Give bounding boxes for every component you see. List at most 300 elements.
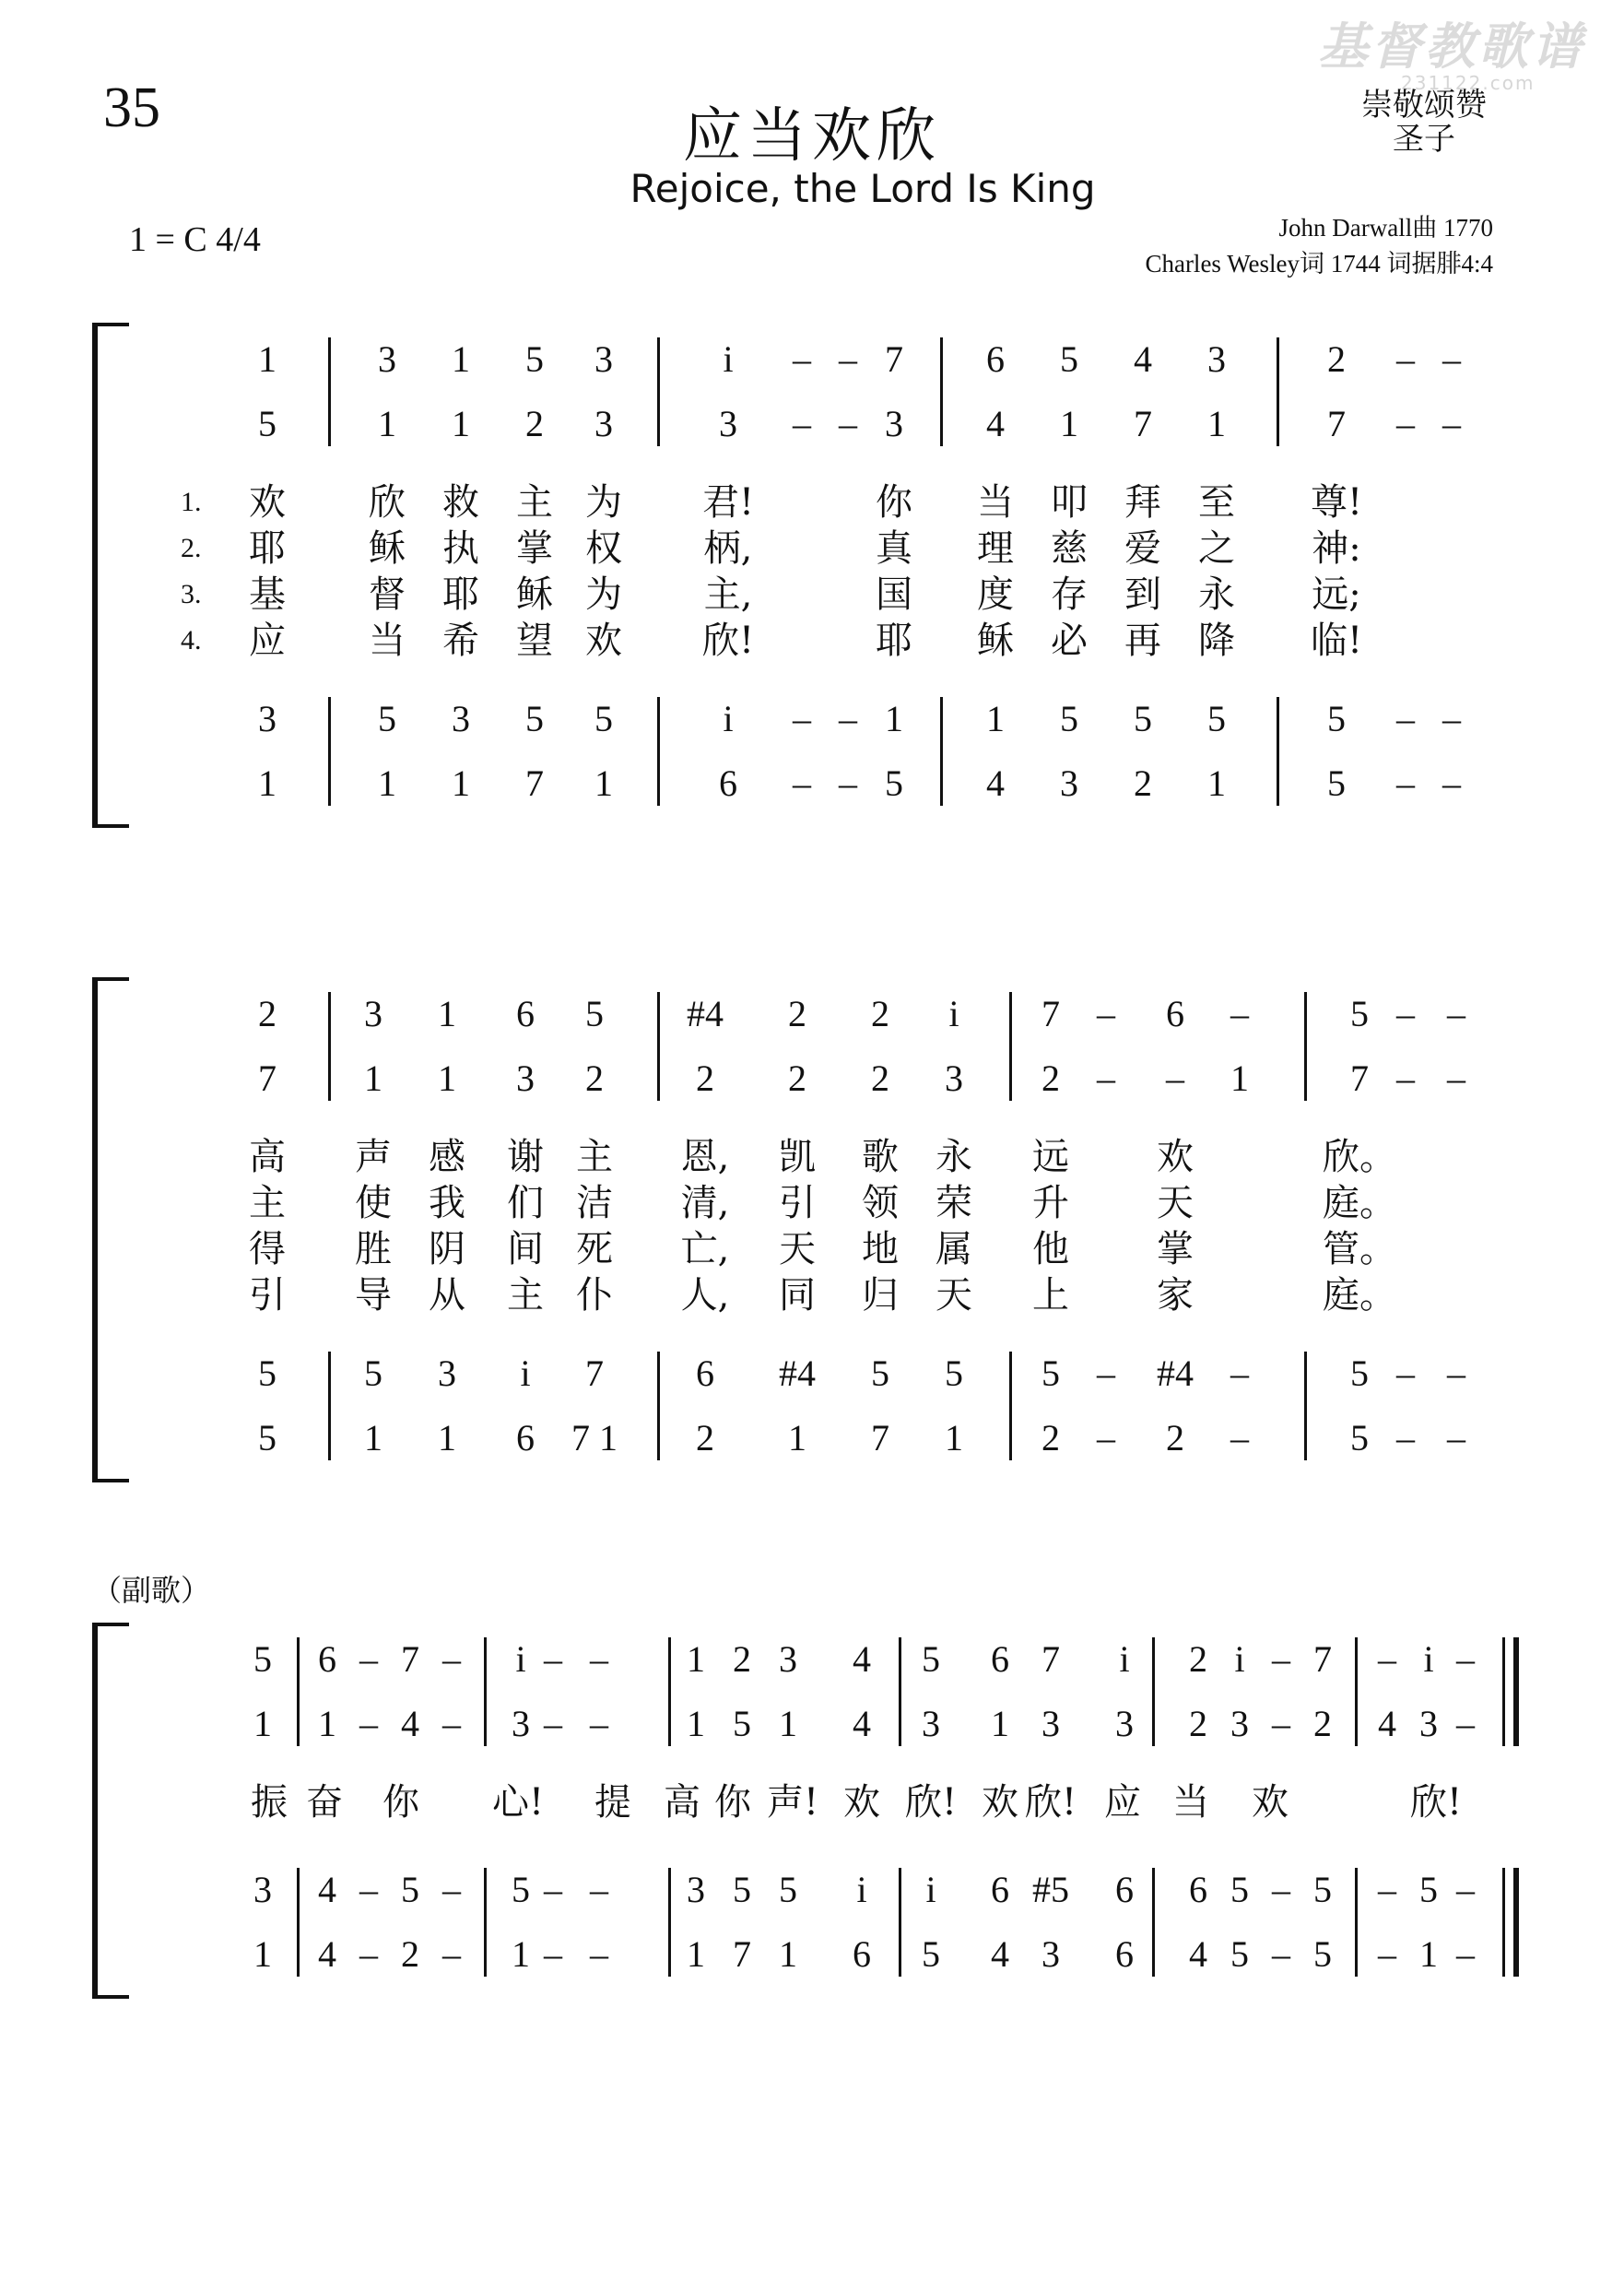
- note: 4: [1134, 338, 1152, 380]
- note: 7: [1041, 1638, 1060, 1680]
- note: –: [1396, 993, 1415, 1034]
- note: 3: [364, 993, 382, 1034]
- lyric-word: 应: [1104, 1781, 1141, 1824]
- note: 2: [258, 993, 277, 1034]
- note: 5: [253, 1638, 272, 1680]
- hymn-title-cn: 应当欢欣: [683, 102, 941, 171]
- lyric-word: 高: [664, 1781, 700, 1824]
- note: 1: [253, 1703, 272, 1744]
- note: –: [1396, 698, 1415, 739]
- note: 5: [922, 1638, 940, 1680]
- note: –: [1447, 993, 1465, 1034]
- note: i: [856, 1869, 867, 1910]
- note: 7: [1134, 403, 1152, 444]
- note: 7: [401, 1638, 419, 1680]
- note: 6: [853, 1933, 871, 1975]
- staff_upper-row: [0, 396, 1624, 452]
- barline: [1355, 1637, 1358, 1746]
- watermark-url: 231122.com: [1401, 72, 1536, 94]
- barline: [1304, 992, 1307, 1101]
- barline: [657, 1352, 660, 1460]
- verse-row: [0, 1180, 1624, 1226]
- note: 5: [885, 762, 903, 804]
- note: 4: [1378, 1703, 1396, 1744]
- note: 6: [516, 1417, 535, 1458]
- note: –: [1396, 1352, 1415, 1394]
- barline: [1277, 697, 1279, 806]
- note: –: [1442, 762, 1461, 804]
- note: 1: [1207, 403, 1226, 444]
- note: 3: [719, 403, 737, 444]
- lyric-word: 声!: [766, 1781, 819, 1824]
- lyric-word: 使: [355, 1182, 392, 1224]
- lyric-word: 主: [576, 1136, 613, 1178]
- note: 5: [1419, 1869, 1438, 1910]
- note: 5: [922, 1933, 940, 1975]
- lyric-word: 耶: [442, 573, 479, 616]
- lyric-word: 阴: [429, 1228, 465, 1270]
- verse-row: [0, 1134, 1624, 1180]
- note: –: [1456, 1933, 1475, 1975]
- note: 1: [687, 1638, 705, 1680]
- lyric-word: 地: [862, 1228, 899, 1270]
- note: 2: [1041, 1057, 1060, 1099]
- lyric-word: 欣。: [1323, 1136, 1396, 1178]
- final-barline: [1513, 1868, 1519, 1977]
- note: 2: [1041, 1417, 1060, 1458]
- note: 5: [1313, 1869, 1332, 1910]
- note: 1: [986, 698, 1005, 739]
- lyric-word: 为: [585, 573, 622, 616]
- note: 7: [885, 338, 903, 380]
- note: 5: [401, 1869, 419, 1910]
- note: 4: [1189, 1933, 1207, 1975]
- lyric-word: 上: [1032, 1274, 1069, 1317]
- barline: [657, 992, 660, 1101]
- note: 5: [512, 1869, 530, 1910]
- lyric-word: 死: [576, 1228, 613, 1270]
- lyric-word: 仆: [576, 1274, 613, 1317]
- note: 2: [1134, 762, 1152, 804]
- lyric-word: 为: [585, 481, 622, 524]
- staff_lower-row: [0, 1862, 1624, 1918]
- barline: [1304, 1352, 1307, 1460]
- lyric-word: 希: [442, 620, 479, 662]
- note: –: [793, 762, 811, 804]
- lyric-word: 度: [977, 573, 1014, 616]
- note: 7: [1327, 403, 1346, 444]
- note: –: [1447, 1417, 1465, 1458]
- lyric-word: 属: [936, 1228, 972, 1270]
- note: 5: [1041, 1352, 1060, 1394]
- note: 1: [452, 338, 470, 380]
- note: 2: [1327, 338, 1346, 380]
- note: 3: [512, 1703, 530, 1744]
- lyric-word: 声: [355, 1136, 392, 1178]
- chorus-label: （副歌）: [92, 1573, 211, 1608]
- lyric-word: 降: [1198, 620, 1235, 662]
- lyric-word: 到: [1124, 573, 1161, 616]
- note: –: [590, 1703, 608, 1744]
- note: 4: [853, 1703, 871, 1744]
- lyric-word: 振: [251, 1781, 288, 1824]
- note: 1: [253, 1933, 272, 1975]
- lyric-word: 远: [1032, 1136, 1069, 1178]
- note: 1: [364, 1057, 382, 1099]
- note: –: [1097, 1417, 1115, 1458]
- note: –: [442, 1703, 461, 1744]
- lyric-word: 柄,: [703, 527, 753, 570]
- lyric-word: 胜: [355, 1228, 392, 1270]
- lyric-word: 当: [369, 620, 406, 662]
- note: –: [839, 403, 857, 444]
- note: –: [1166, 1057, 1184, 1099]
- note: i: [1423, 1638, 1434, 1680]
- note: i: [948, 993, 959, 1034]
- note: 1: [1419, 1933, 1438, 1975]
- staff_upper-row: [0, 1696, 1624, 1752]
- note: 5: [1134, 698, 1152, 739]
- note: i: [723, 698, 734, 739]
- note: 1: [788, 1417, 806, 1458]
- note: 3: [1230, 1703, 1249, 1744]
- note: #4: [1157, 1352, 1194, 1394]
- lyric-word: 再: [1124, 620, 1161, 662]
- note: –: [1396, 403, 1415, 444]
- lyric-word: 欢: [1252, 1781, 1289, 1824]
- note: 5: [594, 698, 613, 739]
- lyric-word: 我: [429, 1182, 465, 1224]
- note: 3: [516, 1057, 535, 1099]
- lyric-word: 们: [507, 1182, 544, 1224]
- note: i: [515, 1638, 526, 1680]
- lyric-word: 永: [936, 1136, 972, 1178]
- staff_lower-row: [0, 1411, 1624, 1466]
- lyric-word: 你: [876, 481, 912, 524]
- note: 7: [733, 1933, 751, 1975]
- lyric-word: 升: [1032, 1182, 1069, 1224]
- lyric-word: 欣!: [1409, 1781, 1463, 1824]
- note: –: [1097, 993, 1115, 1034]
- note: 1: [378, 403, 396, 444]
- hymn-number: 35: [103, 77, 160, 139]
- note: 7: [258, 1057, 277, 1099]
- category-sub: 圣子: [1393, 120, 1455, 158]
- credits: [1014, 210, 1493, 282]
- note: 1: [438, 993, 456, 1034]
- note: 1: [1230, 1057, 1249, 1099]
- lyric-word: 庭。: [1323, 1182, 1396, 1224]
- barline: [1277, 337, 1279, 446]
- note: 6: [991, 1869, 1009, 1910]
- watermark-logo: 基督教歌谱: [1318, 17, 1585, 76]
- lyric-word: 欢: [1157, 1136, 1194, 1178]
- lyric-word: 必: [1051, 620, 1088, 662]
- lyric-word: 救: [442, 481, 479, 524]
- lyric-word: 欢: [585, 620, 622, 662]
- lyric-word: 之: [1198, 527, 1235, 570]
- note: –: [442, 1869, 461, 1910]
- lyric-word: 叩: [1051, 481, 1088, 524]
- note: –: [1447, 1057, 1465, 1099]
- note: 5: [1350, 993, 1369, 1034]
- note: 2: [733, 1638, 751, 1680]
- staff_lower-row: [0, 1346, 1624, 1401]
- lyric-word: 临!: [1310, 620, 1363, 662]
- note: 3: [1041, 1703, 1060, 1744]
- note: 5: [585, 993, 604, 1034]
- staff_upper-row: [0, 332, 1624, 387]
- note: 6: [1115, 1933, 1134, 1975]
- note: 5: [258, 1352, 277, 1394]
- lyric-word: 间: [507, 1228, 544, 1270]
- lyric-word: 当: [1172, 1781, 1209, 1824]
- note: –: [590, 1869, 608, 1910]
- lyric-word: 国: [876, 573, 912, 616]
- lyric-word: 主: [249, 1182, 286, 1224]
- note: 5: [1350, 1352, 1369, 1394]
- note: 7 1: [571, 1417, 618, 1458]
- note: 4: [318, 1869, 336, 1910]
- note: 3: [438, 1352, 456, 1394]
- lyric-word: 应: [249, 620, 286, 662]
- lyric-word: 督: [369, 573, 406, 616]
- lyric-word: 权: [585, 527, 622, 570]
- note: 3: [1041, 1933, 1060, 1975]
- note: 1: [1060, 403, 1078, 444]
- lyric-word: 心!: [491, 1781, 545, 1824]
- lyric-word: 欣!: [701, 620, 755, 662]
- lyric-word: 归: [862, 1274, 899, 1317]
- lyric-word: 家: [1157, 1274, 1194, 1317]
- note: –: [1396, 762, 1415, 804]
- note: 3: [594, 338, 613, 380]
- note: 6: [318, 1638, 336, 1680]
- note: –: [793, 698, 811, 739]
- barline: [484, 1868, 487, 1977]
- note: –: [1396, 1417, 1415, 1458]
- note: 5: [1313, 1933, 1332, 1975]
- lyric-word: 尊!: [1310, 481, 1363, 524]
- note: 4: [401, 1703, 419, 1744]
- note: 1: [364, 1417, 382, 1458]
- note: 6: [1115, 1869, 1134, 1910]
- category-main: 崇敬颂赞: [1361, 87, 1487, 124]
- note: 1: [779, 1703, 797, 1744]
- note: –: [590, 1933, 608, 1975]
- note: 1: [687, 1933, 705, 1975]
- note: 3: [687, 1869, 705, 1910]
- note: 4: [853, 1638, 871, 1680]
- note: –: [544, 1933, 562, 1975]
- note: 1: [512, 1933, 530, 1975]
- note: 5: [1230, 1869, 1249, 1910]
- note: 2: [1189, 1638, 1207, 1680]
- verse-row: [0, 1226, 1624, 1272]
- lyric-word: 提: [594, 1781, 631, 1824]
- lyric-word: 人,: [680, 1274, 730, 1317]
- note: –: [1230, 1352, 1249, 1394]
- note: 3: [452, 698, 470, 739]
- lyric-word: 谢: [507, 1136, 544, 1178]
- barline: [328, 697, 331, 806]
- note: –: [1442, 698, 1461, 739]
- note: 6: [1166, 993, 1184, 1034]
- lyric-word: 引: [249, 1274, 286, 1317]
- barline: [668, 1868, 671, 1977]
- final-barline: [1513, 1637, 1519, 1746]
- lyric-word: 天: [936, 1274, 972, 1317]
- staff_lower-row: [0, 756, 1624, 811]
- lyric-word: 欣!: [1024, 1781, 1077, 1824]
- note: i: [1234, 1638, 1245, 1680]
- chorus-lyric-row: [0, 1779, 1624, 1825]
- note: 2: [1313, 1703, 1332, 1744]
- note: 6: [719, 762, 737, 804]
- lyric-word: 当: [977, 481, 1014, 524]
- note: 1: [258, 762, 277, 804]
- lyric-word: 基: [249, 573, 286, 616]
- note: –: [1456, 1638, 1475, 1680]
- note: 5: [733, 1869, 751, 1910]
- barline: [484, 1637, 487, 1746]
- lyric-word: 存: [1051, 573, 1088, 616]
- barline: [1009, 1352, 1012, 1460]
- lyric-word: 欢: [843, 1781, 880, 1824]
- note: 5: [1207, 698, 1226, 739]
- note: 2: [696, 1417, 714, 1458]
- note: 1: [687, 1703, 705, 1744]
- lyric-word: 恩,: [680, 1136, 730, 1178]
- note: –: [359, 1933, 378, 1975]
- barline: [899, 1868, 901, 1977]
- lyric-word: 凯: [779, 1136, 816, 1178]
- key-signature: 1 = C 4/4: [129, 220, 261, 259]
- note: 1: [594, 762, 613, 804]
- lyric-word: 君!: [701, 481, 755, 524]
- note: 7: [525, 762, 544, 804]
- barline: [657, 697, 660, 806]
- note: –: [1396, 338, 1415, 380]
- note: 1: [318, 1703, 336, 1744]
- note: 7: [1350, 1057, 1369, 1099]
- lyric-word: 稣: [516, 573, 553, 616]
- lyric-word: 你: [382, 1781, 419, 1824]
- note: –: [839, 762, 857, 804]
- note: 3: [885, 403, 903, 444]
- note: –: [1097, 1352, 1115, 1394]
- staff_upper-row: [0, 986, 1624, 1042]
- note: 3: [945, 1057, 963, 1099]
- note: 1: [991, 1703, 1009, 1744]
- verse-row: [0, 479, 1624, 526]
- note: i: [723, 338, 734, 380]
- note: 5: [733, 1703, 751, 1744]
- note: 5: [1327, 698, 1346, 739]
- note: 1: [258, 338, 277, 380]
- note: –: [359, 1703, 378, 1744]
- final-barline: [1502, 1637, 1505, 1746]
- barline: [899, 1637, 901, 1746]
- barline: [328, 337, 331, 446]
- note: 3: [779, 1638, 797, 1680]
- lyricist-credit: Charles Wesley词 1744 词据腓4:4: [1145, 250, 1493, 278]
- note: –: [359, 1869, 378, 1910]
- lyric-word: 稣: [977, 620, 1014, 662]
- note: 4: [986, 403, 1005, 444]
- note: –: [442, 1638, 461, 1680]
- note: –: [1378, 1933, 1396, 1975]
- note: 5: [258, 1417, 277, 1458]
- note: 2: [788, 993, 806, 1034]
- lyric-word: 你: [714, 1781, 751, 1824]
- note: –: [1456, 1703, 1475, 1744]
- composer-credit: John Darwall曲 1770: [1278, 214, 1493, 242]
- note: –: [1378, 1638, 1396, 1680]
- lyric-word: 掌: [1157, 1228, 1194, 1270]
- note: 6: [1189, 1869, 1207, 1910]
- note: 7: [1313, 1638, 1332, 1680]
- note: 5: [258, 403, 277, 444]
- note: –: [1272, 1638, 1290, 1680]
- note: –: [839, 698, 857, 739]
- lyric-word: 稣: [369, 527, 406, 570]
- lyric-word: 掌: [516, 527, 553, 570]
- lyric-word: 永: [1198, 573, 1235, 616]
- note: 6: [986, 338, 1005, 380]
- lyric-word: 亡,: [680, 1228, 730, 1270]
- note: 5: [1230, 1933, 1249, 1975]
- note: –: [544, 1869, 562, 1910]
- note: 7: [871, 1417, 889, 1458]
- hymn-title-en: Rejoice, the Lord Is King: [630, 166, 1096, 211]
- lyric-word: 欣!: [904, 1781, 958, 1824]
- note: 4: [318, 1933, 336, 1975]
- note: 3: [258, 698, 277, 739]
- note: –: [1272, 1869, 1290, 1910]
- lyric-word: 感: [429, 1136, 465, 1178]
- note: 2: [871, 1057, 889, 1099]
- lyric-word: 慈: [1051, 527, 1088, 570]
- note: 5: [525, 698, 544, 739]
- note: 5: [1060, 698, 1078, 739]
- note: –: [793, 338, 811, 380]
- note: 5: [945, 1352, 963, 1394]
- lyric-word: 同: [779, 1274, 816, 1317]
- note: 5: [378, 698, 396, 739]
- lyric-word: 拜: [1124, 481, 1161, 524]
- lyric-word: 远;: [1312, 573, 1361, 616]
- note: 3: [378, 338, 396, 380]
- verse-row: [0, 618, 1624, 664]
- lyric-word: 神:: [1312, 527, 1361, 570]
- note: 2: [401, 1933, 419, 1975]
- final-barline: [1502, 1868, 1505, 1977]
- note: –: [1442, 403, 1461, 444]
- note: 1: [779, 1933, 797, 1975]
- barline: [1009, 992, 1012, 1101]
- note: i: [925, 1869, 936, 1910]
- lyric-word: 荣: [936, 1182, 972, 1224]
- note: 3: [594, 403, 613, 444]
- note: 5: [1060, 338, 1078, 380]
- note: i: [520, 1352, 531, 1394]
- note: –: [1230, 993, 1249, 1034]
- lyric-word: 高: [249, 1136, 286, 1178]
- note: 7: [585, 1352, 604, 1394]
- note: 6: [991, 1638, 1009, 1680]
- note: –: [1272, 1703, 1290, 1744]
